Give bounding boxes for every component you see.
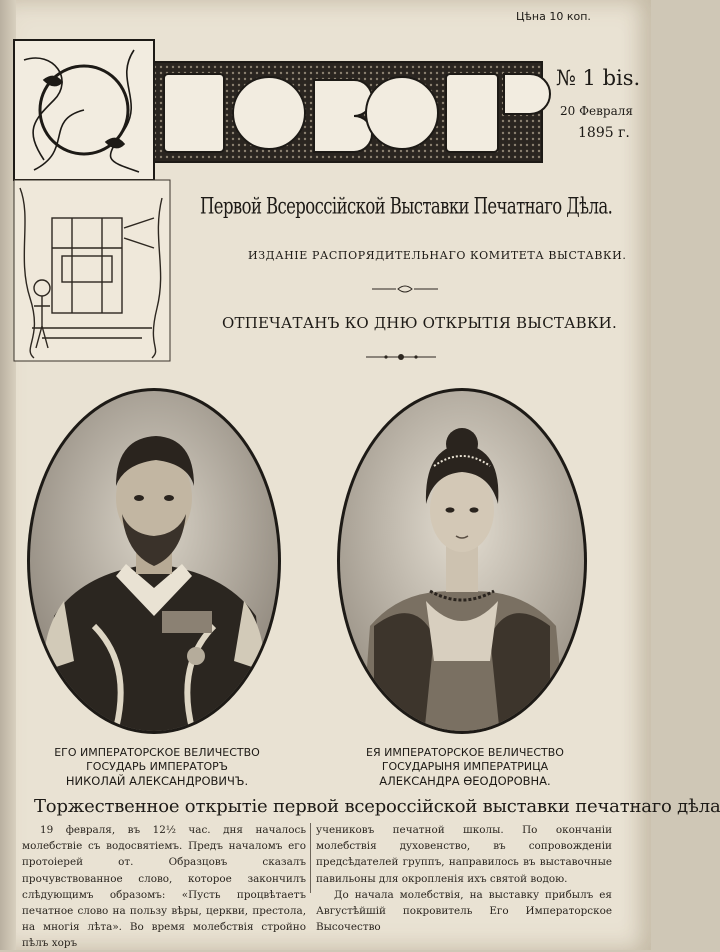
- publisher-line: ИЗДАНІЕ РАСПОРЯДИТЕЛЬНАГО КОМИТЕТА ВЫСТАВКИ.: [248, 249, 627, 262]
- ornament-divider-2: [364, 352, 438, 362]
- article-column-2: [316, 822, 612, 935]
- printed-for-opening-note: ОТПЕЧАТАНЪ КО ДНЮ ОТКРЫТІЯ ВЫСТАВКИ.: [222, 314, 617, 332]
- issue-date: 20 Февраля: [560, 104, 633, 118]
- masthead: [14, 40, 542, 180]
- emperor-caption-line1: ЕГО ИМПЕРАТОРСКОЕ ВЕЛИЧЕСТВО: [54, 746, 260, 759]
- article-col1-paragraph: 19 февраля, въ 12½ час. дня началось молебствіе съ водосвятіемъ. Предъ началомъ его протоіерей от. Образцовъ сказалъ прочувствованное слово, которое закончилъ слѣдующимъ образомъ: «Пусть процвѣтаетъ печатное слово на пользу вѣры, церкви, престола, на многія лѣта». Во время молебствія стройно пѣлъ хоръ: [22, 824, 306, 950]
- empress-caption-line2: ГОСУДАРЫНЯ ИМПЕРАТРИЦА: [381, 760, 549, 773]
- emperor-caption-line3: НИКОЛАЙ АЛЕКСАНДРОВИЧЪ.: [65, 774, 249, 788]
- article-column-1: [22, 822, 306, 952]
- empress-caption: [330, 746, 600, 788]
- emperor-caption-line2: ГОСУДАРЬ ИМПЕРАТОРЪ: [86, 760, 228, 773]
- empress-caption-line3: АЛЕКСАНДРА ӨЕОДОРОВНА.: [379, 774, 551, 788]
- ornament-divider-1: [370, 284, 440, 294]
- empress-portrait: [334, 386, 590, 736]
- issue-year: 1895 г.: [578, 125, 630, 141]
- emperor-portrait: [24, 386, 284, 736]
- emperor-caption: [24, 746, 290, 788]
- printing-press-illustration: [12, 178, 172, 363]
- price-label: Цѣна 10 коп.: [516, 10, 591, 23]
- article-title: Торжественное открытіе первой всероссійской выставки печатнаго дѣла: [34, 796, 720, 817]
- article-col2-paragraph-2: До начала молебствія, на выставку прибылъ ея Августѣйшій покровитель Его Императорское Высочество: [316, 888, 612, 934]
- article-col2-paragraph-1: учениковъ печатной школы. По окончаніи молебствія духовенство, въ сопровожденіи предсѣдателей группъ, направилось въ выставочные павильоны для окропленія ихъ святой водою.: [316, 824, 612, 885]
- column-rule: [310, 823, 311, 893]
- empress-caption-line1: ЕЯ ИМПЕРАТОРСКОЕ ВЕЛИЧЕСТВО: [366, 746, 564, 759]
- issue-number: № 1 bis.: [556, 66, 641, 90]
- publication-subtitle: Первой Всероссійской Выставки Печатнаго Дѣла.: [200, 193, 613, 219]
